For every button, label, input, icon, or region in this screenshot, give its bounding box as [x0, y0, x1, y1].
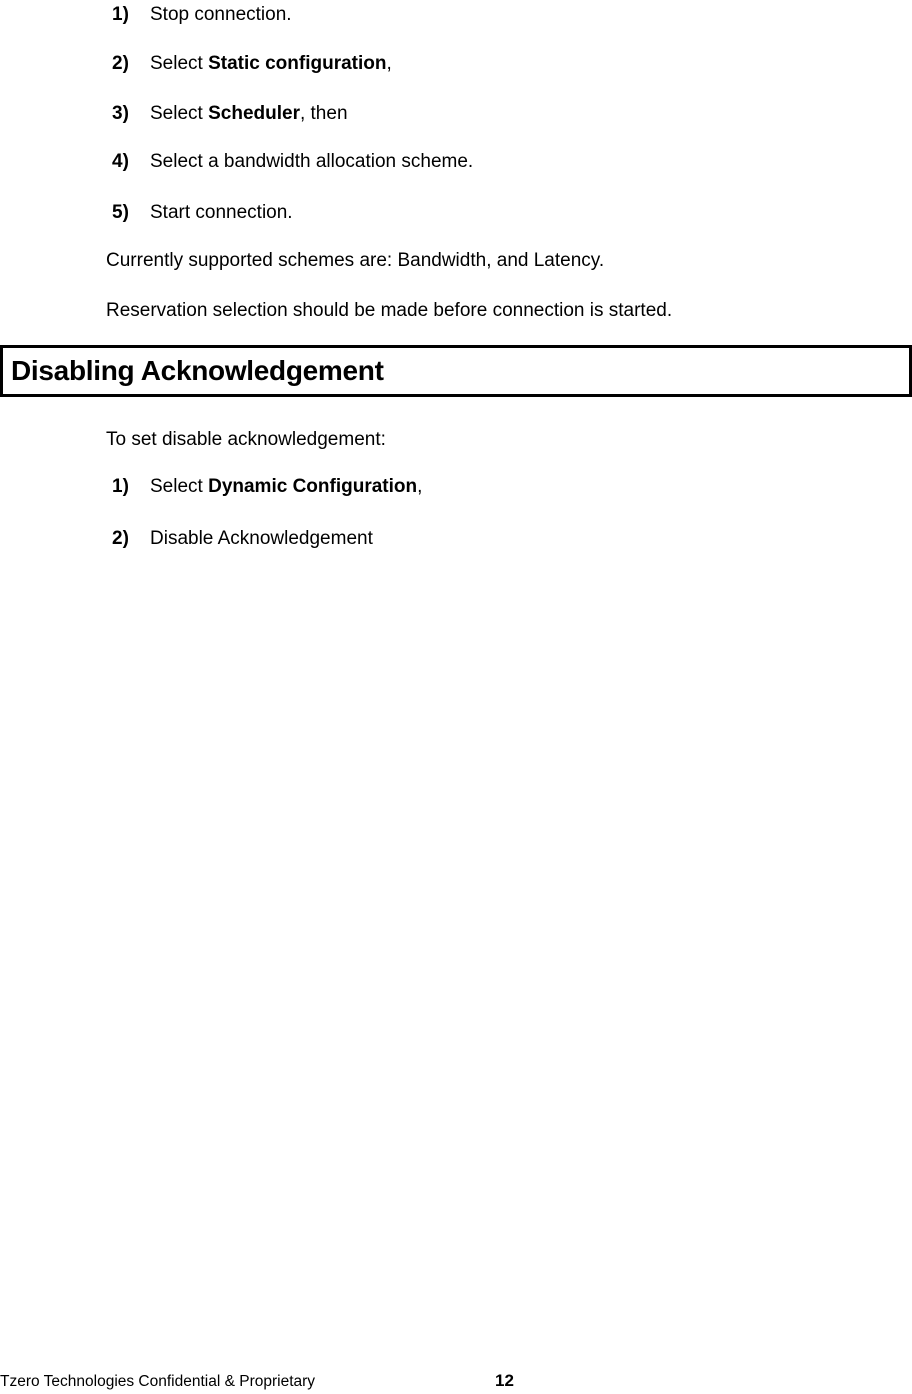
numbered-step: [112, 150, 473, 173]
paragraph-reservation-note: Reservation selection should be made before connection is started.: [106, 300, 673, 321]
step-text-pre: Select: [150, 103, 209, 124]
numbered-step: [112, 102, 348, 125]
numbered-step: [112, 201, 293, 224]
step-number: 2): [112, 528, 129, 549]
step-text-pre: Select: [150, 53, 209, 74]
numbered-step: [112, 3, 292, 26]
numbered-step: [112, 52, 392, 75]
step-text-pre: Stop connection.: [150, 4, 292, 25]
step-text-bold: Dynamic Configuration: [208, 476, 418, 497]
step-number: 5): [112, 202, 129, 223]
step-text-post: ,: [386, 53, 392, 74]
footer-page-number: 12: [495, 1371, 514, 1390]
step-number: 4): [112, 151, 129, 172]
step-text: [150, 201, 293, 224]
paragraph-supported-schemes: Currently supported schemes are: Bandwidth, and Latency.: [106, 250, 605, 271]
section-heading: Disabling Acknowledgement: [11, 355, 384, 386]
step-number: 1): [112, 4, 129, 25]
step-text-pre: Select a bandwidth allocation scheme.: [150, 151, 474, 172]
step-text: [150, 3, 292, 26]
step-text: [150, 527, 373, 550]
step-number: 1): [112, 476, 129, 497]
paragraph-section2-intro: To set disable acknowledgement:: [106, 429, 386, 450]
step-number: 2): [112, 53, 129, 74]
step-text-bold: Static configuration: [208, 53, 387, 74]
step-text-bold: Scheduler: [208, 103, 300, 124]
step-text: [150, 102, 348, 125]
numbered-step: [112, 527, 373, 550]
step-text-post: ,: [417, 476, 423, 497]
step-number: 3): [112, 103, 129, 124]
step-text: [150, 52, 392, 75]
step-text-pre: Select: [150, 476, 209, 497]
step-text-pre: Start connection.: [150, 202, 293, 223]
step-text-pre: Disable Acknowledgement: [150, 528, 373, 549]
step-text-post: , then: [299, 103, 348, 124]
footer-confidentiality-text: Tzero Technologies Confidential & Proprietary: [0, 1373, 316, 1390]
step-text: [150, 150, 473, 173]
numbered-step: [112, 475, 422, 498]
step-text: [150, 475, 422, 498]
section-heading-box: [0, 345, 912, 397]
